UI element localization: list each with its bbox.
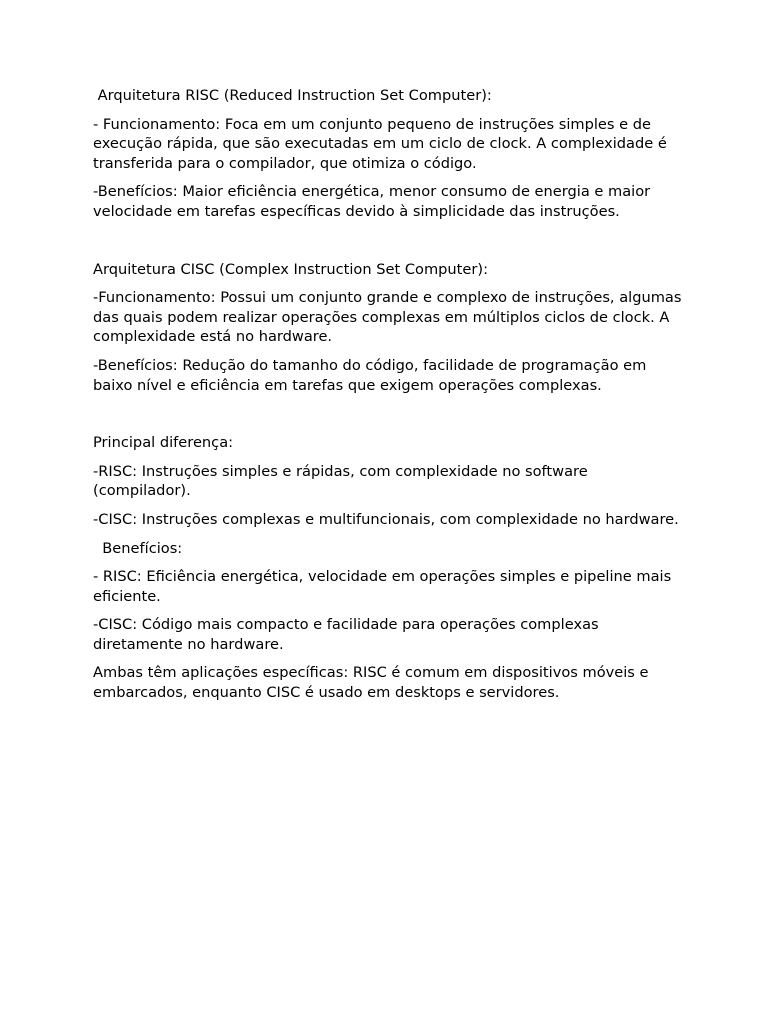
cisc-funcionamento-paragraph: -Funcionamento: Possui um conjunto grande e complexo de instruções, algumas das quais podem realizar operações complexas em múltiplos ciclos de clock. A complexidade está no hardware. <box>93 289 687 346</box>
section-spacer <box>93 231 683 260</box>
cisc-heading: Arquitetura CISC (Complex Instruction Set Computer): <box>93 260 488 278</box>
cisc-beneficios-paragraph: -Benefícios: Redução do tamanho do código, facilidade de programação em baixo nível e eficiência em tarefas que exigem operações complexas. <box>93 356 651 394</box>
risc-heading: Arquitetura RISC (Reduced Instruction Set Computer): <box>93 87 492 104</box>
risc-funcionamento-paragraph: - Funcionamento: Foca em um conjunto pequeno de instruções simples e de execução rápida, que são executadas em um ciclo de clock. A complexidade é transferida para o compilador, que otimiza o código. <box>93 115 672 172</box>
benefits-cisc-paragraph: -CISC: Código mais compacto e facilidade para operações complexas diretamente no hardware. <box>93 616 604 653</box>
difference-cisc-paragraph: -CISC: Instruções complexas e multifuncionais, com complexidade no hardware. <box>93 510 679 528</box>
benefits-risc-paragraph: - RISC: Eficiência energética, velocidade em operações simples e pipeline mais eficiente. <box>93 568 676 605</box>
conclusion-paragraph: Ambas têm aplicações específicas: RISC é comum em dispositivos móveis e embarcados, enquanto CISC é usado em desktops e servidores. <box>93 664 654 702</box>
difference-heading: Principal diferença: <box>93 434 234 452</box>
benefits-heading: Benefícios: <box>93 539 183 557</box>
section-spacer <box>93 404 683 433</box>
document-page <box>93 86 687 712</box>
difference-risc-paragraph: -RISC: Instruções simples e rápidas, com complexidade no software (compilador). <box>93 462 593 500</box>
risc-beneficios-paragraph: -Benefícios: Maior eficiência energética, menor consumo de energia e maior velocidade em tarefas específicas devido à simplicidade das instruções. <box>93 183 655 220</box>
